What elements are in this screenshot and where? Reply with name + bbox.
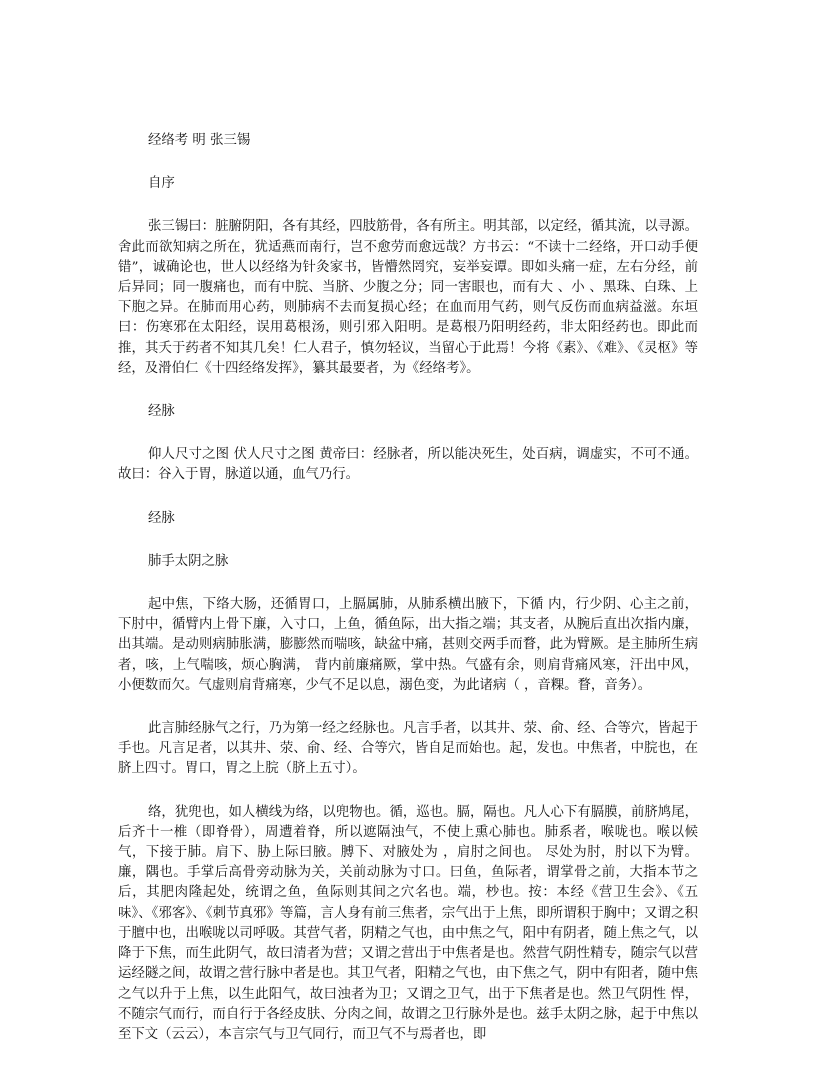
preface-paragraph: 张三锡曰：脏腑阴阳，各有其经，四肢筋骨，各有所主。明其部，以定经，循其流，以寻源。舍此而欲知病之所在，犹适燕而南行，岂不愈劳而愈远哉？方书云：“不读十二经络，开口动手便错”，诚确论也，世人以经络为针灸家书，皆懵然罔究，妄举妄谭。即如头痛一症，左右分经，前后异同；同一腹痛也，而有中脘、当脐、少腹之分；同一害眼也，而有大 、小 、黑珠、白珠、上下胞之异。在肺而用心药，则肺病不去而复损心经；在血而用气药，则气反伤而血病益滋。东垣曰：伤寒邪在太阳经，误用葛根汤，则引邪入阳明。是葛根乃阳明经药，非太阳经药也。即此而推，其夭于药者不知其几矣！仁人君子，慎勿轻议，当留心于此焉！今将《素》、《难》、《灵枢》等经，及滑伯仁《十四经络发挥》，纂其最要者，为《经络考》。 xyxy=(118,219,698,376)
lung-meridian-paragraph-1: 起中焦，下络大肠，还循胃口，上膈属肺，从肺系横出腋下，下循 内，行少阴、心主之前，下肘中，循臂内上骨下廉，入寸口，上鱼，循鱼际，出大指之端；其支者，从腕后直出次指内廉，出其端。是动则病肺胀满，膨膨然而喘咳，缺盆中痛，甚则交两手而瞀，此为臂厥。是主肺所生病者，咳，上气喘咳，烦心胸满， 背内前廉痛厥，掌中热。气盛有余，则肩背痛风寒，汗出中风，小便数而欠。气虚则肩背痛寒，少气不足以息，溺色变，为此诸病（ ，音粿。瞀，音务）。 xyxy=(118,597,698,693)
section-heading-lung-meridian: 肺手太阴之脉 xyxy=(148,553,229,569)
lung-meridian-paragraph-2: 此言肺经脉气之行，乃为第一经之经脉也。凡言手者，以其井、荥、俞、经、合等穴，皆起于手也。凡言足者，以其井、荥、俞、经、合等穴，皆自足而始也。起，发也。中焦者，中脘也，在脐上四寸。胃口，胃之上脘（脐上五寸）。 xyxy=(118,721,698,777)
section-heading-preface: 自序 xyxy=(148,176,175,192)
document-page xyxy=(118,131,698,1068)
document-title: 经络考 明 张三锡 xyxy=(148,133,251,148)
meridian-intro-paragraph: 仰人尺寸之图 伏人尺寸之图 黄帝曰：经脉者，所以能决死生，处百病，调虚实，不可不通。故曰：谷入于胃，脉道以通，血气乃行。 xyxy=(118,447,698,483)
lung-meridian-paragraph-3: 络，犹兜也，如人横线为络，以兜物也。循，巡也。膈，隔也。凡人心下有膈膜，前脐鸠尾，后齐十一椎（即脊骨），周遭着脊，所以遮隔浊气，不使上熏心肺也。肺系者，喉咙也。喉以候气，下接于肺。肩下、胁上际曰腋。膊下、对腋处为 ，肩肘之间也。 尽处为肘，肘以下为臂。廉，隅也。手掌后高骨旁动脉为关，关前动脉为寸口。曰鱼，鱼际者，谓掌骨之前，大指本节之后，其肥肉隆起处，统谓之鱼，鱼际则其间之穴名也。端，杪也。按：本经《营卫生会》、《五味》、《邪客》、《刺节真邪》等篇，言人身有前三焦者，宗气出于上焦，即所谓积于胸中；又谓之积于膻中也，出喉咙以司呼吸。其营气者，阴精之气也，由中焦之气，阳中有阴者，随上焦之气，以降于下焦，而生此阴气，故曰清者为营；又谓之营出于中焦者是也。然营气阴性精专，随宗气以营运经隧之间，故谓之营行脉中者是也。其卫气者，阳精之气也，由下焦之气，阴中有阳者，随中焦之气以升于上焦，以生此阳气，故曰浊者为卫；又谓之卫气，出于下焦者是也。然卫气阴性 悍，不随宗气而行，而自行于各经皮肤、分肉之间，故谓之卫行脉外是也。兹手太阴之脉，起于中焦以至下文（云云），本言宗气与卫气同行，而卫气不与焉者也，即 xyxy=(118,804,698,1042)
section-heading-meridians-2: 经脉 xyxy=(148,510,175,526)
section-heading-meridians: 经脉 xyxy=(148,404,175,420)
